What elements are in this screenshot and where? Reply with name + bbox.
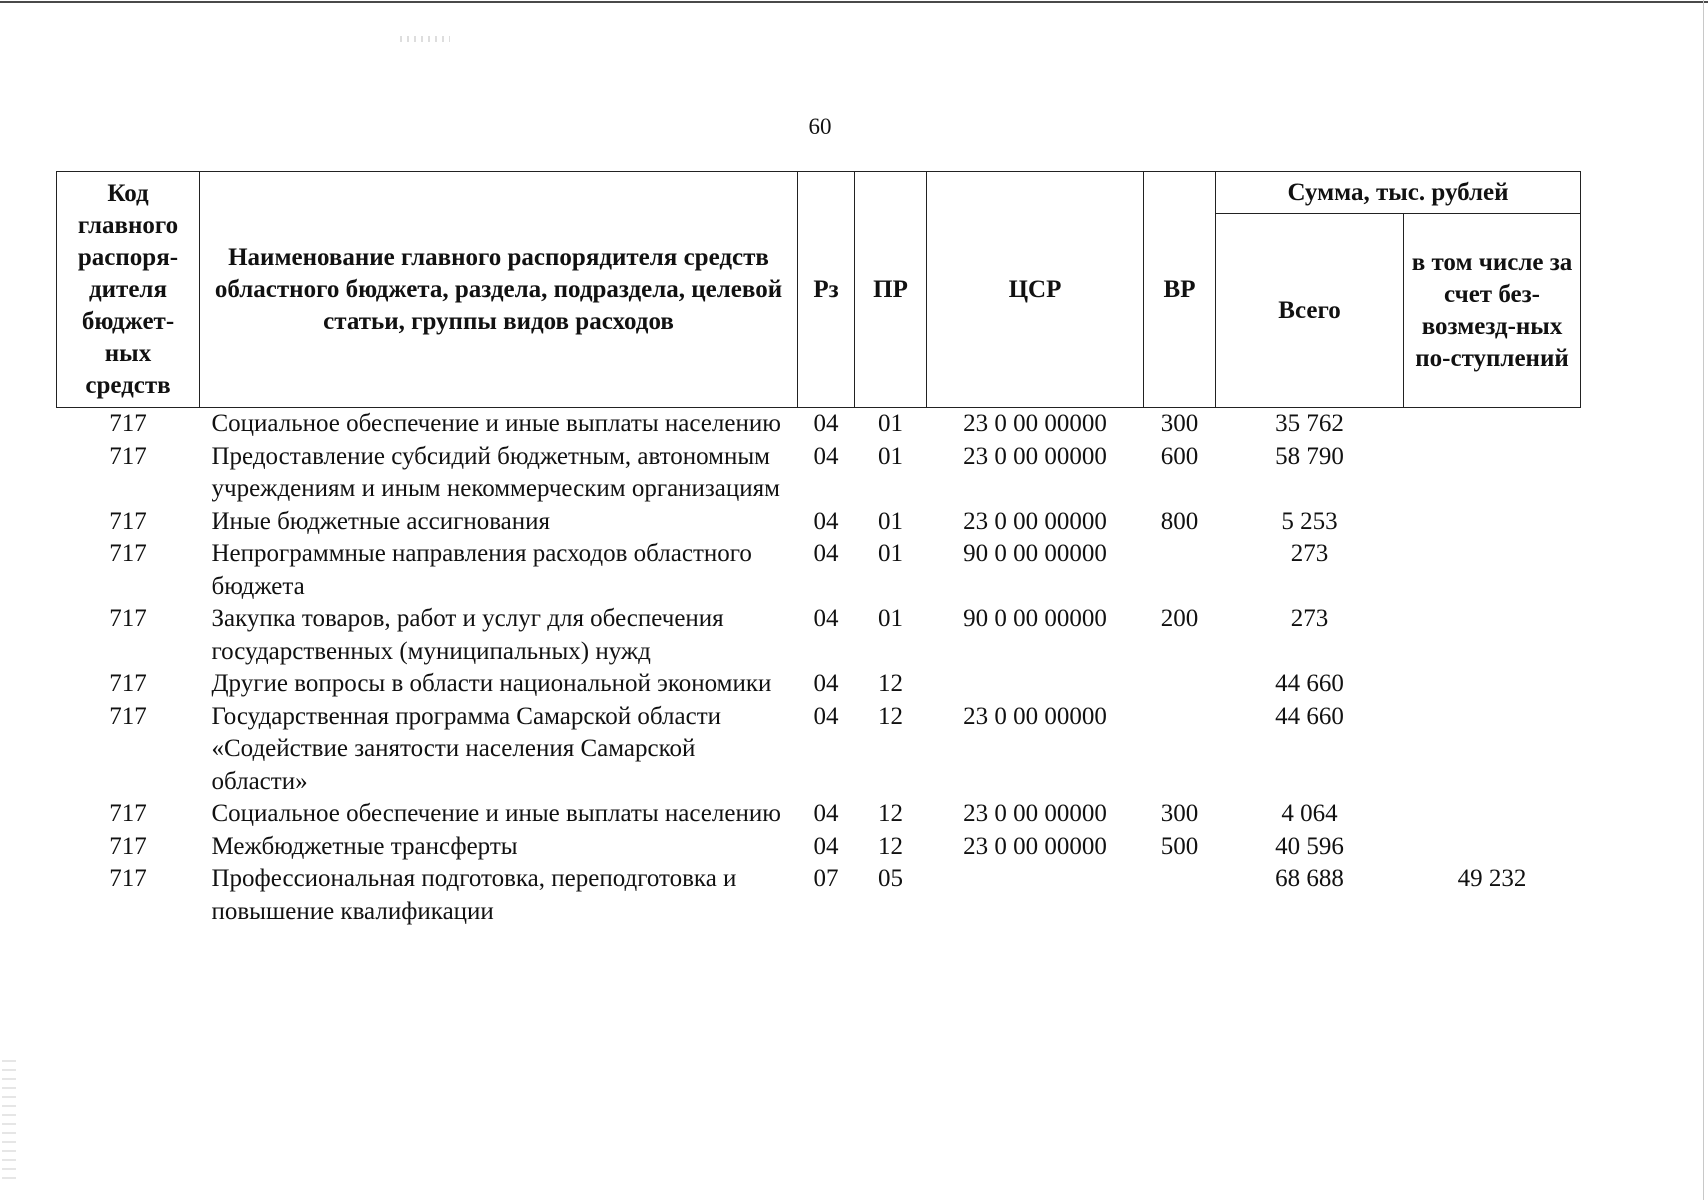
row-grants bbox=[1404, 408, 1581, 441]
scan-border-line bbox=[0, 1, 1708, 3]
scan-noise-left bbox=[2, 1060, 16, 1180]
row-grants bbox=[1404, 668, 1581, 701]
row-total: 40 596 bbox=[1275, 832, 1344, 860]
row-grants bbox=[1404, 538, 1581, 603]
row-csr: 23 0 00 00000 bbox=[963, 442, 1107, 470]
row-code: 717 bbox=[109, 410, 147, 437]
header-csr: ЦСР bbox=[927, 172, 1144, 408]
header-vr: ВР bbox=[1144, 172, 1216, 408]
row-csr: 23 0 00 00000 bbox=[963, 702, 1107, 730]
row-csr: 23 0 00 00000 bbox=[963, 800, 1107, 827]
row-rz: 04 bbox=[813, 670, 839, 697]
row-pr: 05 bbox=[878, 865, 903, 892]
row-vr bbox=[1144, 701, 1216, 799]
page-number: 60 bbox=[808, 114, 832, 139]
table-row bbox=[57, 538, 1581, 603]
row-csr: 23 0 00 00000 bbox=[963, 507, 1107, 535]
row-code: 717 bbox=[109, 865, 147, 892]
row-name: Государственная программа Самарской области «Содействие занятости населения Самарской области» bbox=[211, 702, 721, 795]
row-grants: 49 232 bbox=[1457, 865, 1527, 892]
row-rz: 04 bbox=[813, 410, 839, 437]
header-sum-group: Сумма, тыс. рублей bbox=[1216, 172, 1581, 214]
row-rz: 07 bbox=[813, 865, 839, 892]
row-vr: 300 bbox=[1160, 800, 1199, 827]
table-body bbox=[57, 408, 1581, 929]
table-row bbox=[57, 506, 1581, 539]
row-vr: 300 bbox=[1160, 410, 1199, 437]
table-row bbox=[57, 408, 1581, 441]
header-pr: ПР bbox=[855, 172, 927, 408]
row-rz: 04 bbox=[813, 832, 839, 860]
row-name: Социальное обеспечение и иные выплаты населению bbox=[211, 800, 781, 827]
row-csr bbox=[927, 863, 1144, 928]
row-grants bbox=[1404, 441, 1581, 506]
row-grants bbox=[1404, 831, 1581, 864]
table-header bbox=[57, 172, 1581, 408]
table-row bbox=[57, 863, 1581, 928]
row-csr: 23 0 00 00000 bbox=[963, 410, 1107, 437]
header-name: Наименование главного распорядителя средств областного бюджета, раздела, подраздела, целевой статьи, группы видов расходов bbox=[200, 172, 798, 408]
row-total: 273 bbox=[1290, 605, 1329, 632]
row-code: 717 bbox=[109, 442, 147, 470]
row-grants bbox=[1404, 506, 1581, 539]
table-row bbox=[57, 701, 1581, 799]
row-name: Непрограммные направления расходов областного бюджета bbox=[211, 540, 752, 600]
row-vr: 600 bbox=[1160, 442, 1199, 470]
row-code: 717 bbox=[109, 800, 147, 827]
row-rz: 04 bbox=[813, 605, 839, 632]
row-pr: 01 bbox=[878, 605, 903, 632]
table-row bbox=[57, 603, 1581, 668]
header-total: Всего bbox=[1216, 214, 1404, 408]
row-pr: 01 bbox=[878, 540, 903, 567]
row-vr: 800 bbox=[1160, 507, 1199, 535]
row-pr: 12 bbox=[878, 832, 903, 860]
row-rz: 04 bbox=[813, 702, 839, 730]
row-pr: 01 bbox=[878, 442, 903, 470]
row-rz: 04 bbox=[813, 540, 839, 567]
row-rz: 04 bbox=[813, 442, 839, 470]
header-code: Код главного распоря-дителя бюджет-ных средств bbox=[57, 172, 200, 408]
row-total: 4 064 bbox=[1281, 800, 1338, 827]
row-name: Закупка товаров, работ и услуг для обеспечения государственных (муниципальных) нужд bbox=[211, 605, 724, 665]
budget-table bbox=[56, 171, 1581, 928]
row-total: 58 790 bbox=[1275, 442, 1344, 470]
row-pr: 12 bbox=[878, 800, 903, 827]
row-name: Межбюджетные трансферты bbox=[211, 832, 518, 860]
row-vr bbox=[1144, 538, 1216, 603]
row-code: 717 bbox=[109, 507, 147, 535]
table-row bbox=[57, 798, 1581, 831]
table-row bbox=[57, 441, 1581, 506]
scan-noise bbox=[400, 36, 450, 42]
header-rz: Рз bbox=[798, 172, 855, 408]
row-total: 44 660 bbox=[1275, 702, 1344, 730]
row-grants bbox=[1404, 798, 1581, 831]
row-csr: 90 0 00 00000 bbox=[963, 540, 1107, 567]
row-total: 44 660 bbox=[1275, 670, 1344, 697]
row-code: 717 bbox=[109, 832, 147, 860]
row-code: 717 bbox=[109, 605, 147, 632]
row-pr: 12 bbox=[878, 670, 903, 697]
row-csr: 90 0 00 00000 bbox=[963, 605, 1107, 632]
row-total: 35 762 bbox=[1275, 410, 1344, 437]
table-row bbox=[57, 831, 1581, 864]
row-code: 717 bbox=[109, 702, 147, 730]
row-vr bbox=[1144, 668, 1216, 701]
row-code: 717 bbox=[109, 670, 147, 697]
row-name: Иные бюджетные ассигнования bbox=[211, 507, 551, 535]
header-grants: в том числе за счет без-возмезд-ных по-ступлений bbox=[1404, 214, 1581, 408]
row-vr bbox=[1144, 863, 1216, 928]
row-name: Профессиональная подготовка, переподготовка и повышение квалификации bbox=[211, 865, 737, 925]
row-pr: 12 bbox=[878, 702, 903, 730]
row-total: 273 bbox=[1290, 540, 1329, 567]
row-vr: 500 bbox=[1160, 832, 1199, 860]
row-rz: 04 bbox=[813, 507, 839, 535]
row-grants bbox=[1404, 701, 1581, 799]
scan-edge-line bbox=[1703, 0, 1704, 1200]
row-total: 5 253 bbox=[1281, 507, 1338, 535]
row-csr bbox=[927, 668, 1144, 701]
row-name: Социальное обеспечение и иные выплаты населению bbox=[211, 410, 781, 437]
row-code: 717 bbox=[109, 540, 147, 567]
row-name: Предоставление субсидий бюджетным, автономным учреждениям и иным некоммерческим организациям bbox=[211, 442, 780, 502]
row-total: 68 688 bbox=[1275, 865, 1344, 892]
row-grants bbox=[1404, 603, 1581, 668]
row-name: Другие вопросы в области национальной экономики bbox=[211, 670, 772, 697]
row-rz: 04 bbox=[813, 800, 839, 827]
row-csr: 23 0 00 00000 bbox=[963, 832, 1107, 860]
table-row bbox=[57, 668, 1581, 701]
row-pr: 01 bbox=[878, 410, 903, 437]
row-vr: 200 bbox=[1160, 605, 1199, 632]
row-pr: 01 bbox=[878, 507, 903, 535]
